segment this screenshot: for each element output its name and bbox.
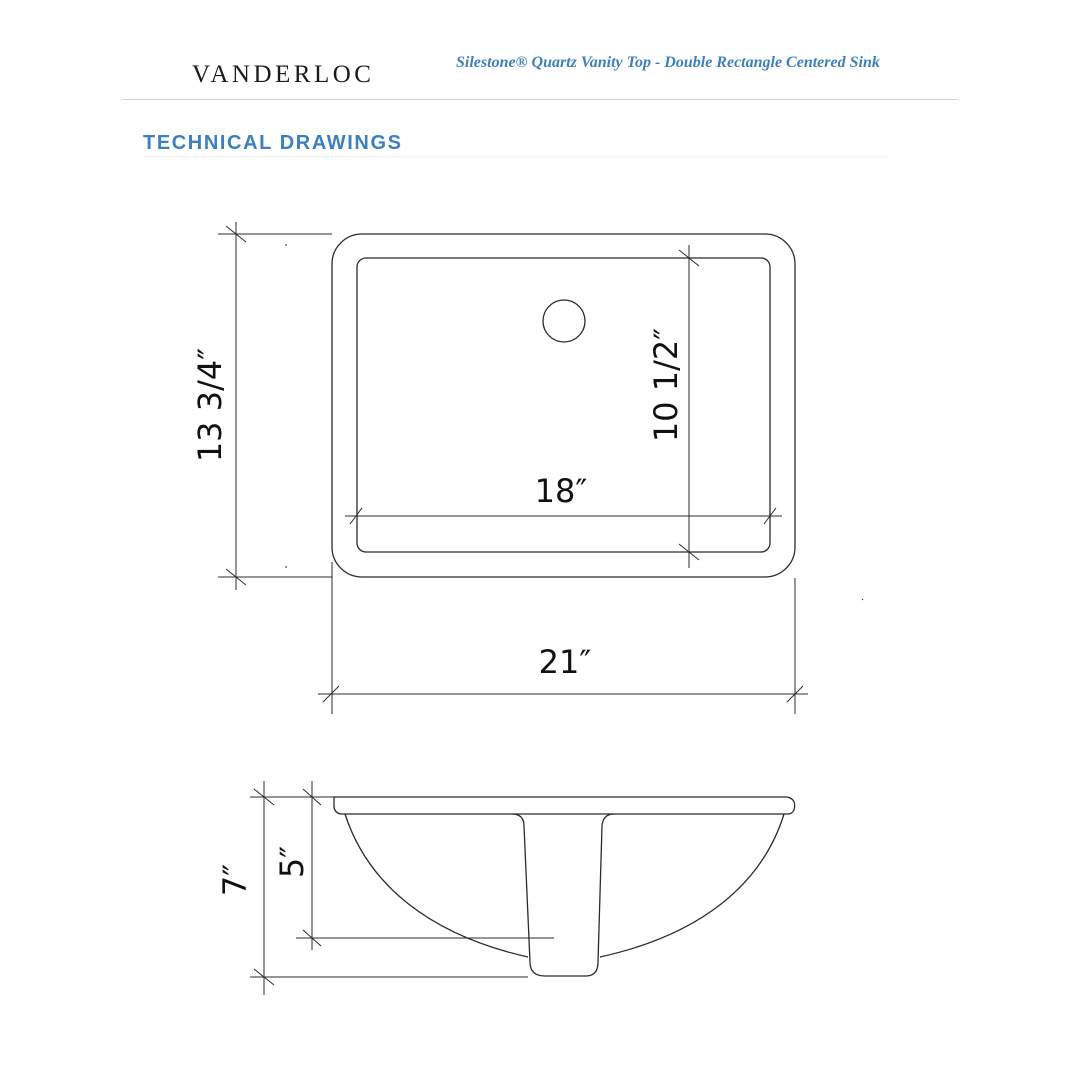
label-overall-depth: 13 3/4″: [191, 347, 229, 463]
dim-bowl-depth: [296, 781, 554, 950]
label-overall-width: 21″: [538, 643, 592, 681]
sink-rim-profile: [334, 797, 795, 814]
dim-overall-width: [318, 562, 808, 714]
side-view-drawing: [250, 781, 795, 995]
label-overall-height: 7″: [216, 863, 254, 897]
document-title: Silestone® Quartz Vanity Top - Double Rectangle Centered Sink: [456, 54, 880, 71]
top-view-drawing: [218, 222, 863, 714]
label-bowl-depth: 5″: [273, 845, 311, 879]
drain-section: [512, 814, 614, 976]
drain-icon: [543, 300, 585, 342]
sink-outer-rim: [332, 234, 795, 577]
label-inner-width: 18″: [534, 472, 588, 510]
section-heading: TECHNICAL DRAWINGS: [143, 132, 403, 154]
dim-overall-height: [250, 781, 528, 995]
label-inner-depth: 10 1/2″: [647, 327, 685, 443]
brand-logo: VANDERLOC: [192, 61, 375, 88]
dim-inner-width: [345, 508, 782, 524]
bowl-right-wall: [600, 814, 784, 957]
bowl-left-wall: [345, 814, 528, 957]
dim-overall-depth: [218, 222, 332, 590]
